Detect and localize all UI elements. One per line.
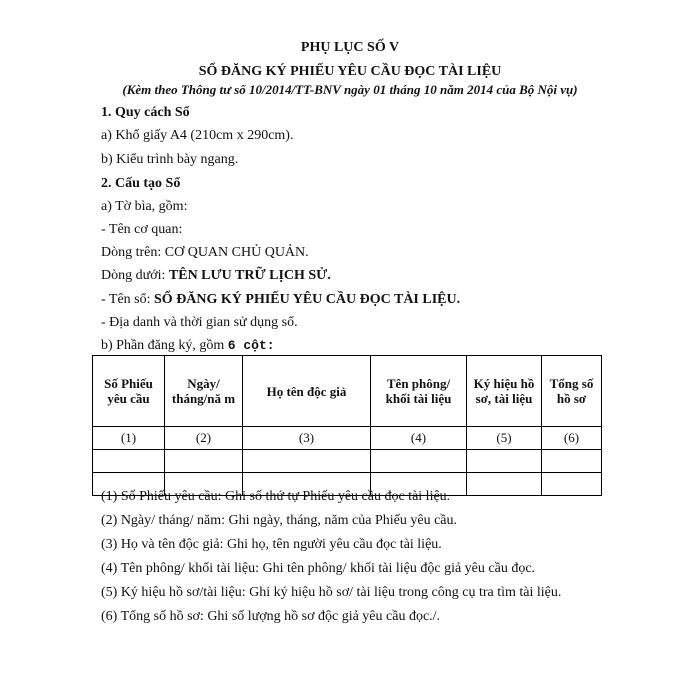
table-cell — [371, 450, 467, 473]
column-number: (3) — [243, 427, 371, 450]
header-date: Ngày/ tháng/nă m — [165, 356, 243, 427]
bottom-line-value: TÊN LƯU TRỮ LỊCH SỬ. — [168, 268, 331, 283]
bottom-line — [101, 268, 331, 284]
document-subtitle: (Kèm theo Thông tư số 10/2014/TT-BNV ngày 01 tháng 10 năm 2014 của Bộ Nội vụ) — [122, 82, 578, 97]
header-request-number: Số Phiếu yêu cầu — [93, 356, 165, 427]
top-line-value: CƠ QUAN CHỦ QUẢN. — [164, 245, 309, 260]
column-number: (1) — [93, 427, 165, 450]
table-number-row — [93, 427, 602, 450]
column-number: (5) — [467, 427, 542, 450]
registration-prefix: b) Phần đăng ký, gồm — [101, 338, 228, 353]
note-5: (5) Ký hiệu hồ sơ/tài liệu: Ghi ký hiệu hồ sơ/ tài liệu trong công cụ tra tìm tài liệu. — [101, 585, 562, 600]
header-file-code: Ký hiệu hồ sơ, tài liệu — [467, 356, 542, 427]
book-name-prefix: - Tên sổ: — [101, 292, 155, 307]
column-number: (2) — [165, 427, 243, 450]
table-row — [93, 450, 602, 473]
document-title: SỔ ĐĂNG KÝ PHIẾU YÊU CẦU ĐỌC TÀI LIỆU — [198, 64, 502, 79]
section-1-item-b: b) Kiểu trình bày ngang. — [101, 152, 239, 167]
top-line-prefix: Dòng trên: — [101, 245, 165, 260]
note-6: (6) Tổng số hồ sơ: Ghi số lượng hồ sơ độc giả yêu cầu đọc./. — [101, 609, 441, 624]
registration-table — [92, 355, 602, 496]
table-cell — [542, 473, 602, 496]
table-cell — [467, 473, 542, 496]
column-count: 6 cột: — [227, 338, 275, 353]
appendix-title: PHỤ LỤC SỐ V — [300, 40, 400, 55]
section-1-item-a: a) Khổ giấy A4 (210cm x 290cm). — [101, 128, 294, 143]
bottom-line-prefix: Dòng dưới: — [101, 268, 169, 283]
table-header-row — [93, 356, 602, 427]
book-name-line — [101, 292, 460, 308]
header-file-count: Tổng số hồ sơ — [542, 356, 602, 427]
place-time-line: - Địa danh và thời gian sử dụng sổ. — [101, 315, 298, 330]
table-cell — [542, 450, 602, 473]
top-line — [101, 245, 309, 261]
table-cell — [165, 450, 243, 473]
note-4: (4) Tên phông/ khối tài liệu: Ghi tên phông/ khối tài liệu độc giả yêu cầu đọc. — [101, 561, 536, 576]
table-cell — [93, 450, 165, 473]
column-number: (6) — [542, 427, 602, 450]
section-1-heading: 1. Quy cách Sổ — [101, 105, 190, 120]
agency-label: - Tên cơ quan: — [101, 222, 183, 237]
section-2-item-a: a) Tờ bìa, gồm: — [101, 199, 188, 214]
table-cell — [467, 450, 542, 473]
book-name-value: SỔ ĐĂNG KÝ PHIẾU YÊU CẦU ĐỌC TÀI LIỆU. — [154, 292, 461, 307]
table-cell — [243, 450, 371, 473]
registration-section-line — [101, 338, 275, 354]
note-2: (2) Ngày/ tháng/ năm: Ghi ngày, tháng, năm của Phiếu yêu cầu. — [101, 513, 457, 528]
column-number: (4) — [371, 427, 467, 450]
header-fonds: Tên phông/ khối tài liệu — [371, 356, 467, 427]
note-3: (3) Họ và tên độc giả: Ghi họ, tên người yêu cầu đọc tài liệu. — [101, 537, 442, 552]
note-1: (1) Số Phiếu yêu cầu: Ghi số thứ tự Phiếu yêu cầu đọc tài liệu. — [101, 489, 451, 504]
section-2-heading: 2. Cấu tạo Sổ — [101, 176, 181, 191]
header-reader-name: Họ tên độc giả — [243, 356, 371, 427]
